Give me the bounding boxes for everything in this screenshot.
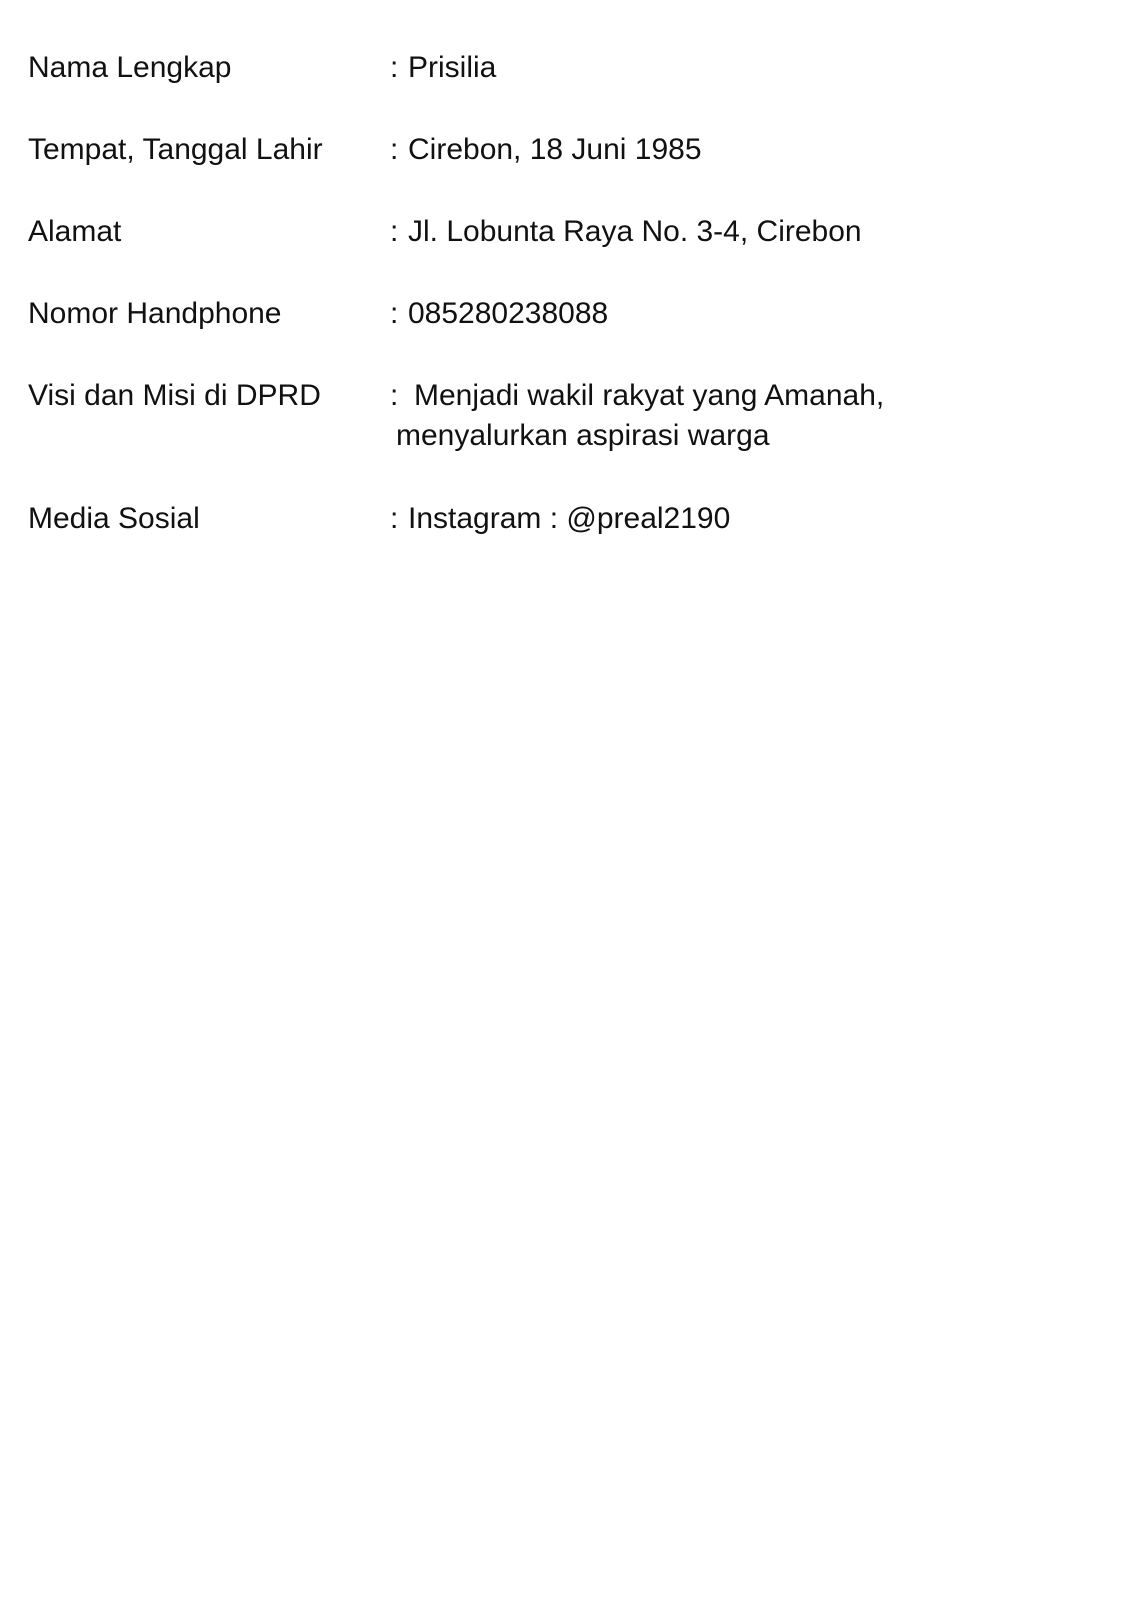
- field-separator: :: [390, 297, 399, 330]
- field-separator: :: [390, 215, 399, 248]
- field-separator: :: [390, 502, 399, 535]
- field-value: Prisilia: [408, 51, 497, 84]
- field-label: Nama Lengkap: [28, 51, 232, 84]
- field-visi-misi: [28, 376, 1108, 456]
- field-separator: :: [390, 51, 399, 84]
- field-value: 085280238088: [408, 297, 609, 330]
- field-label: Nomor Handphone: [28, 297, 282, 330]
- field-separator: :: [390, 379, 399, 412]
- field-label: Tempat, Tanggal Lahir: [28, 133, 323, 166]
- field-value: Jl. Lobunta Raya No. 3-4, Cirebon: [408, 215, 862, 248]
- field-value: Cirebon, 18 Juni 1985: [408, 133, 702, 166]
- field-separator: :: [390, 133, 399, 166]
- field-value-line-2: menyalurkan aspirasi warga: [396, 419, 770, 452]
- field-label: Visi dan Misi di DPRD: [28, 379, 321, 412]
- field-label: Media Sosial: [28, 502, 200, 535]
- field-label: Alamat: [28, 215, 122, 248]
- field-value: Instagram : @preal2190: [408, 502, 731, 535]
- field-value: [396, 376, 1090, 456]
- field-value-line-1: Menjadi wakil rakyat yang Amanah,: [414, 379, 885, 412]
